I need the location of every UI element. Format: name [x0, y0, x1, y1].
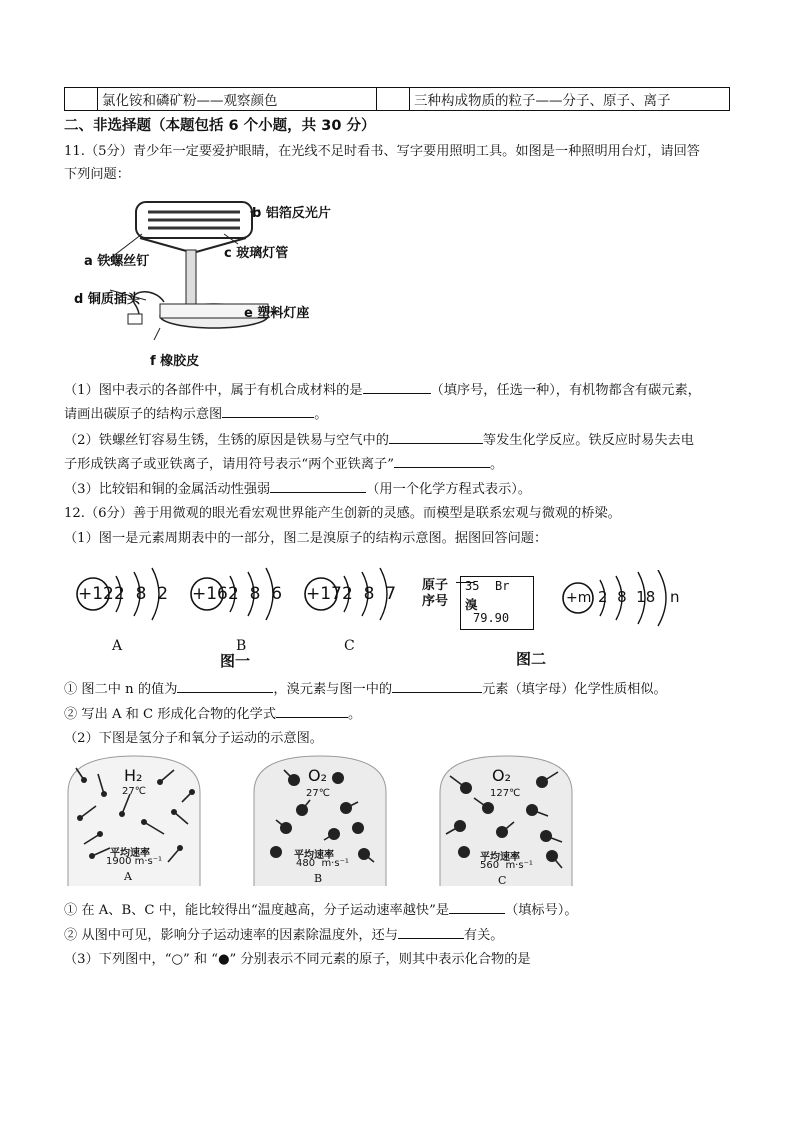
- q12-s3b: （填标号）。: [505, 903, 578, 918]
- temperature: 27℃: [306, 788, 330, 799]
- nucleus-charge: +m: [566, 590, 592, 606]
- card-side-label-1: 原子: [422, 578, 449, 593]
- q11-p2b: 等发生化学反应。铁反应时易失去电: [482, 433, 694, 448]
- q12-sub4: [64, 925, 730, 945]
- answer-blank[interactable]: [394, 454, 490, 468]
- q11-p3a: （3）比较铝和铜的金属活动性强弱: [64, 482, 271, 497]
- card-box: [460, 576, 534, 630]
- q12-sub2: [64, 704, 730, 724]
- atom-label: C: [344, 638, 355, 654]
- answer-blank[interactable]: [177, 679, 273, 693]
- answer-blank[interactable]: [389, 430, 483, 444]
- q12-s2b: 。: [348, 707, 362, 722]
- atom-diagram-br: [560, 570, 700, 630]
- card-side-label-2: 序号: [422, 594, 449, 609]
- table-row: [65, 88, 730, 111]
- panel-label: C: [498, 874, 507, 887]
- figure-2-caption: 图二: [516, 650, 547, 668]
- answer-table: [64, 87, 730, 111]
- q12-s1b: ，溴元素与图一中的: [273, 682, 393, 697]
- atomic-number: 35: [465, 579, 480, 593]
- q12-s2a: ② 写出 A 和 C 形成化合物的化学式: [64, 707, 277, 722]
- label-c: c 玻璃灯管: [224, 246, 289, 261]
- nucleus-charge: +17: [306, 584, 342, 604]
- answer-blank[interactable]: [222, 404, 314, 418]
- outer-shell-n: n: [670, 588, 680, 606]
- label-f: f 橡胶皮: [150, 354, 200, 369]
- q12-s3a: ① 在 A、B、C 中，能比较得出“温度越高，分子运动速率越快”是: [64, 903, 450, 918]
- element-name: 溴: [465, 597, 478, 612]
- q11-stem-1: 11.（5分）青少年一定要爱护眼睛，在光线不足时看书、写字要用照明工具。如图是一种照明用台灯，请回答: [64, 144, 700, 159]
- molecule-motion-figure: [64, 752, 584, 892]
- section-title: 二、非选择题（本题包括 6 个小题，共 30 分）: [64, 118, 376, 134]
- nucleus-charge: +12: [78, 584, 114, 604]
- label-d: d 铜质插头: [74, 292, 140, 307]
- q11-part3: [64, 479, 730, 499]
- table-cell: 氯化铵和磷矿粉——观察颜色: [98, 88, 377, 111]
- q11-part2-line1: [64, 430, 730, 450]
- atom-label: A: [112, 638, 123, 654]
- electron-shells: 2 8 6: [228, 584, 283, 604]
- q11-part2-line2: [64, 454, 730, 474]
- q12-sub3: [64, 900, 730, 920]
- q12-sub1: [64, 679, 730, 699]
- figure-1-caption: 图一: [220, 652, 251, 670]
- q11-part1-line1: [64, 380, 730, 400]
- q11-p1d: 。: [314, 407, 328, 422]
- q12-stem: 12.（6分）善于用微观的眼光看宏观世界能产生创新的灵感。而模型是联系宏观与微观的桥梁。: [64, 506, 621, 521]
- atom-structures-figure: [64, 556, 704, 671]
- element-symbol: Br: [495, 579, 510, 593]
- panel-label: B: [314, 872, 323, 885]
- atom-diagram-a: [76, 566, 176, 656]
- motion-panel-b: [250, 752, 390, 892]
- temperature: 27℃: [122, 786, 146, 797]
- desk-lamp-figure: [64, 190, 364, 370]
- q11-p2d: 。: [489, 457, 504, 472]
- q12-part2: （2）下图是氢分子和氧分子运动的示意图。: [64, 731, 323, 746]
- q12-s4b: 有关。: [463, 928, 504, 943]
- q12-s4a: ② 从图中可见，影响分子运动速率的因素除温度外，还与: [64, 928, 398, 943]
- q11-p2c: 子形成铁离子或亚铁离子，请用符号表示“两个亚铁离子”: [64, 457, 394, 472]
- table-cell-empty: [65, 88, 98, 111]
- label-e: e 塑料灯座: [244, 306, 310, 321]
- motion-panel-c: [436, 752, 576, 892]
- q11-p1b: （填序号，任选一种），有机物都含有碳元素，: [430, 383, 701, 398]
- q11-stem-2: 下列问题：: [64, 167, 130, 182]
- speed-label: 平均速率: [294, 850, 334, 861]
- speed-value: 480 m·s⁻¹: [296, 858, 349, 869]
- q11-p1a: （1）图中表示的各部件中，属于有机合成材料的是: [64, 383, 363, 398]
- panel-label: A: [124, 870, 132, 883]
- speed-label: 平均速率: [480, 852, 520, 863]
- answer-blank[interactable]: [398, 925, 464, 939]
- electron-shells: 2 8 18: [598, 588, 656, 606]
- gas-formula: O₂: [492, 766, 512, 785]
- electron-shells: 2 8 7: [342, 584, 397, 604]
- answer-blank[interactable]: [392, 679, 482, 693]
- answer-blank[interactable]: [449, 900, 505, 914]
- q12-part1: （1）图一是元素周期表中的一部分，图二是溴原子的结构示意图。据图回答问题：: [64, 531, 548, 546]
- temperature: 127℃: [490, 788, 521, 799]
- gas-formula: O₂: [308, 766, 328, 785]
- table-cell: 三种构成物质的粒子——分子、原子、离子: [410, 88, 730, 111]
- motion-panel-a: [64, 752, 204, 892]
- answer-blank[interactable]: [363, 380, 431, 394]
- q11-p1c: 请画出碳原子的结构示意图: [64, 407, 223, 422]
- q12-s1a: ① 图二中 n 的值为: [64, 682, 178, 697]
- electron-shells: 2 8 2: [114, 584, 169, 604]
- label-b: b 铝箔反光片: [252, 206, 331, 221]
- answer-blank[interactable]: [276, 704, 348, 718]
- speed-value: 1900 m·s⁻¹: [106, 856, 163, 867]
- atom-label: B: [236, 638, 247, 654]
- atom-diagram-b: [190, 566, 290, 656]
- nucleus-charge: +16: [192, 584, 228, 604]
- answer-blank[interactable]: [270, 479, 366, 493]
- atom-diagram-c: [304, 566, 404, 656]
- label-a: a 铁螺丝钉: [84, 254, 150, 269]
- q11-p3b: （用一个化学方程式表示）。: [366, 482, 532, 497]
- q11-p2a: （2）铁螺丝钉容易生锈，生锈的原因是铁易与空气中的: [64, 433, 389, 448]
- gas-formula: H₂: [124, 766, 143, 785]
- q12-part3: （3）下列图中，“○” 和 “●” 分别表示不同元素的原子，则其中表示化合物的是: [64, 952, 531, 967]
- element-card-br: [422, 574, 542, 634]
- q11-part1-line2: [64, 404, 730, 424]
- q12-s1c: 元素（填字母）化学性质相似。: [482, 682, 667, 697]
- table-cell-empty: [377, 88, 410, 111]
- atomic-mass: 79.90: [473, 611, 510, 625]
- speed-label: 平均速率: [110, 848, 150, 859]
- speed-value: 560 m·s⁻¹: [480, 860, 533, 871]
